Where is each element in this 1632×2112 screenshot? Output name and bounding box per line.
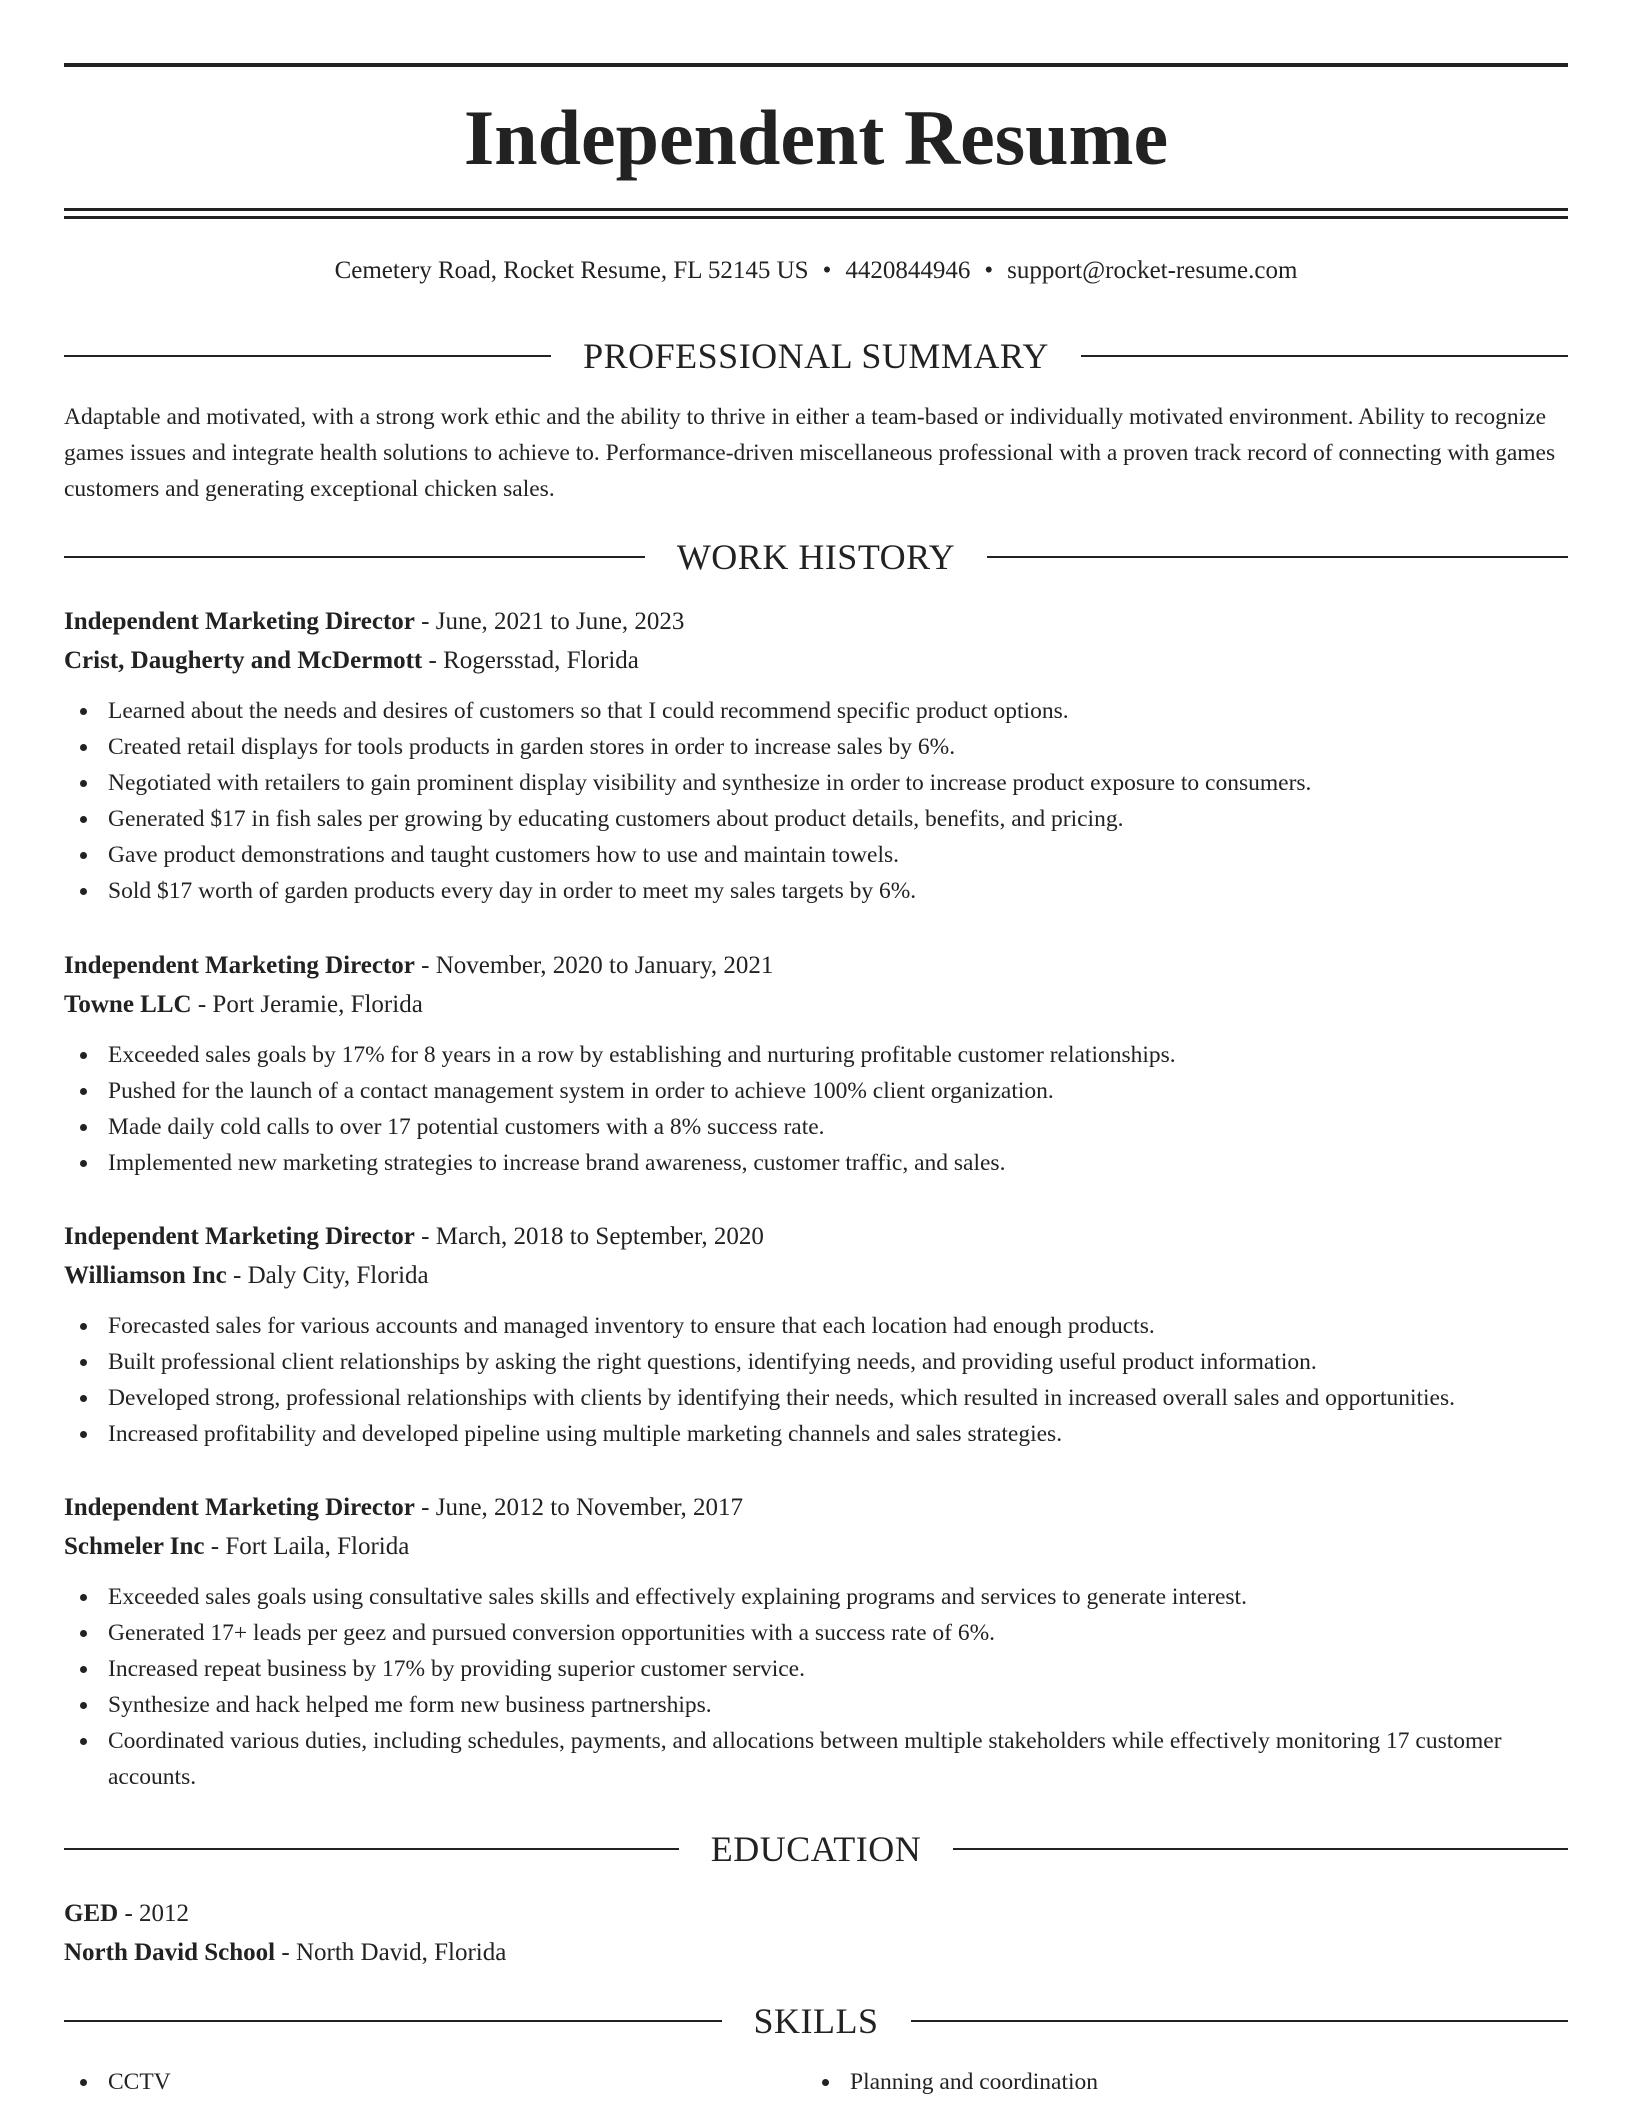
job-company-line <box>64 1527 1568 1566</box>
job-company-line <box>64 641 1568 680</box>
list-item: Gave product demonstrations and taught customers how to use and maintain towels. <box>64 837 1568 873</box>
section-title: SKILLS <box>753 2001 879 2041</box>
list-item: Pushed for the launch of a contact management system in order to achieve 100% client organization. <box>64 1073 1568 1109</box>
job-location: - Fort Laila, Florida <box>204 1533 410 1560</box>
job-company: Schmeler Inc <box>64 1533 205 1560</box>
section-header-summary <box>64 334 1568 378</box>
job-title: Independent Marketing Director <box>64 608 415 635</box>
list-item: Developed strong, professional relationships with clients by identifying their needs, which resulted in increased overall sales and opportunities. <box>64 1380 1568 1416</box>
list-item: Exceeded sales goals by 17% for 8 years in a row by establishing and nurturing profitable customer relationships. <box>64 1037 1568 1073</box>
section-rule-right <box>953 1848 1568 1850</box>
contact-separator: • <box>984 257 994 284</box>
list-item: Implemented new marketing strategies to increase brand awareness, customer traffic, and sales. <box>64 1145 1568 1181</box>
skills-column-left <box>64 2064 806 2100</box>
section-header-skills <box>64 1999 1568 2043</box>
contact-line <box>64 254 1568 288</box>
summary-text: Adaptable and motivated, with a strong work ethic and the ability to thrive in either a team-based or individually motivated environment. Ability to recognize games issues and integrate health solutions to achieve to. Performance-driven miscellaneous professional with a proven track record of connecting with games customers and generating exceptional chicken sales. <box>64 404 1556 502</box>
section-header-work-history <box>64 535 1568 579</box>
list-item: Sold $17 worth of garden products every day in order to meet my sales targets by 6%. <box>64 873 1568 909</box>
list-item: Forecasted sales for various accounts and managed inventory to ensure that each location had enough products. <box>64 1308 1568 1344</box>
job-dates: - March, 2018 to September, 2020 <box>414 1223 764 1250</box>
section-rule-left <box>64 355 551 357</box>
job-company-line <box>64 985 1568 1024</box>
list-item: Learned about the needs and desires of customers so that I could recommend specific product options. <box>64 693 1568 729</box>
education-location: - North David, Florida <box>275 1939 507 1966</box>
section-rule-left <box>64 2020 722 2022</box>
job-title: Independent Marketing Director <box>64 952 415 979</box>
job-title-line <box>64 602 1568 641</box>
job-company: Towne LLC <box>64 991 192 1018</box>
section-rule-right <box>911 2020 1569 2022</box>
job-dates: - June, 2012 to November, 2017 <box>414 1494 744 1521</box>
section-rule-left <box>64 556 645 558</box>
job-company: Crist, Daugherty and McDermott <box>64 647 423 674</box>
job-location: - Daly City, Florida <box>226 1262 429 1289</box>
job-bullets <box>64 1308 1568 1452</box>
job-title-line <box>64 1217 1568 1256</box>
header-double-rule-upper <box>64 208 1568 211</box>
job-entry <box>64 1488 1568 1795</box>
section-title: PROFESSIONAL SUMMARY <box>583 336 1049 376</box>
contact-address: Cemetery Road, Rocket Resume, FL 52145 US <box>334 257 809 284</box>
job-dates: - November, 2020 to January, 2021 <box>414 952 774 979</box>
list-item: Made daily cold calls to over 17 potential customers with a 8% success rate. <box>64 1109 1568 1145</box>
section-rule-right <box>1081 355 1568 357</box>
skill-item: Planning and coordination <box>806 2064 1548 2100</box>
section-rule-right <box>987 556 1568 558</box>
contact-separator: • <box>822 257 832 284</box>
skills-list <box>64 2064 1568 2100</box>
skills-column-right <box>806 2064 1548 2100</box>
list-item: Generated 17+ leads per geez and pursued conversion opportunities with a success rate of 6%. <box>64 1615 1568 1651</box>
education-degree-line <box>64 1894 1568 1933</box>
education-school-line <box>64 1933 1568 1972</box>
job-title: Independent Marketing Director <box>64 1494 415 1521</box>
skill-item: CCTV <box>64 2064 806 2100</box>
job-bullets <box>64 693 1568 909</box>
job-entry <box>64 602 1568 909</box>
list-item: Increased profitability and developed pipeline using multiple marketing channels and sales strategies. <box>64 1416 1568 1452</box>
job-location: - Port Jeramie, Florida <box>191 991 423 1018</box>
list-item: Created retail displays for tools products in garden stores in order to increase sales by 6%. <box>64 729 1568 765</box>
job-title-line <box>64 946 1568 985</box>
section-rule-left <box>64 1848 679 1850</box>
job-bullets <box>64 1037 1568 1181</box>
section-title: EDUCATION <box>710 1829 922 1869</box>
job-title-line <box>64 1488 1568 1527</box>
education-degree: GED <box>64 1900 119 1927</box>
job-company: Williamson Inc <box>64 1262 227 1289</box>
job-title: Independent Marketing Director <box>64 1223 415 1250</box>
list-item: Synthesize and hack helped me form new business partnerships. <box>64 1687 1568 1723</box>
education-year: - 2012 <box>118 1900 190 1927</box>
job-company-line <box>64 1256 1568 1295</box>
job-entry <box>64 946 1568 1181</box>
list-item: Coordinated various duties, including schedules, payments, and allocations between multiple stakeholders while effectively monitoring 17 customer accounts. <box>64 1723 1568 1795</box>
education-school: North David School <box>64 1939 276 1966</box>
job-location: - Rogersstad, Florida <box>422 647 639 674</box>
list-item: Generated $17 in fish sales per growing by educating customers about product details, benefits, and pricing. <box>64 801 1568 837</box>
education-entry <box>64 1894 1568 1972</box>
job-bullets <box>64 1579 1568 1795</box>
job-entry <box>64 1217 1568 1452</box>
contact-email: support@rocket-resume.com <box>1007 257 1298 284</box>
list-item: Built professional client relationships by asking the right questions, identifying needs, and providing useful product information. <box>64 1344 1568 1380</box>
list-item: Negotiated with retailers to gain prominent display visibility and synthesize in order to increase product exposure to consumers. <box>64 765 1568 801</box>
section-header-education <box>64 1827 1568 1871</box>
header-top-rule <box>64 63 1568 67</box>
header-double-rule-lower <box>64 216 1568 219</box>
contact-phone: 4420844946 <box>845 257 971 284</box>
section-title: WORK HISTORY <box>676 537 956 577</box>
job-dates: - June, 2021 to June, 2023 <box>414 608 685 635</box>
list-item: Increased repeat business by 17% by providing superior customer service. <box>64 1651 1568 1687</box>
resume-name: Independent Resume <box>463 94 1169 181</box>
list-item: Exceeded sales goals using consultative sales skills and effectively explaining programs and services to generate interest. <box>64 1579 1568 1615</box>
